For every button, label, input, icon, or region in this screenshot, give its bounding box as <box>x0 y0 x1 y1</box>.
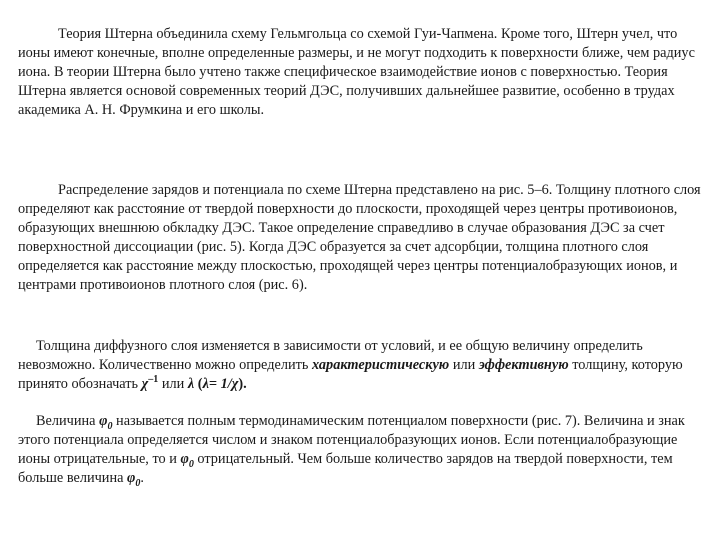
phi-symbol: φ <box>127 470 136 486</box>
phi-symbol: φ <box>99 413 108 429</box>
text-fragment: отрицательный. Чем больше количество зарядов на твердой поверхности, тем больше величина <box>18 451 673 486</box>
text-fragment: . <box>140 470 144 486</box>
text-fragment: ( <box>194 376 203 392</box>
paragraph-stern-theory <box>18 25 708 120</box>
emphasis-characteristic: характеристическую <box>311 357 450 373</box>
text-fragment: называется полным термодинамическим потенциалом поверхности (рис. 7). Величина и знак этого потенциала определяется числом и знаком потенциалобразующих ионов. Если потенциалобразующие ионы отрицательные, то и <box>18 413 685 467</box>
paragraph-text: Распределение зарядов и потенциала по схеме Штерна представлено на рис. 5–6. Толщину плотного слоя определяют как расстояние от твердой поверхности до плоскости, проходящей через центры противоионов, образующих внешнюю обкладку ДЭС. Такое определение справедливо в случае образования ДЭС за счет поверхностной диссоциации (рис. 5). Когда ДЭС образуется за счет адсорбции, толщина плотного слоя определяется как расстояние между плоскостью, проходящей через центры потенциалобразующих ионов, и центрами противоионов плотного слоя (рис. 6). <box>18 182 701 293</box>
paragraph-phi-potential <box>18 412 708 488</box>
text-fragment: толщину, которую принято обозначать <box>18 357 683 392</box>
text-fragment: Величина <box>36 413 100 429</box>
text-fragment: или <box>158 376 188 392</box>
phi-symbol: φ <box>180 451 189 467</box>
chi-exponent: –1 <box>148 374 159 386</box>
paragraph-charge-distribution <box>18 181 708 295</box>
lambda-formula: λ= 1/χ <box>202 376 239 392</box>
paragraph-diffuse-layer <box>18 337 708 394</box>
lambda-symbol: λ <box>187 376 195 392</box>
phi-subscript: 0 <box>135 477 141 489</box>
emphasis-effective: эффективную <box>478 357 569 373</box>
paragraph-text: Теория Штерна объединила схему Гельмгольца со схемой Гуи-Чапмена. Кроме того, Штерн учел, что ионы имеют конечные, вполне определенные размеры, и не могут подходить к поверхности ближе, чем радиус иона. В теории Штерна было учтено также специфическое взаимодействие ионов с поверхностью. Теория Штерна является основой современных теорий ДЭС, получивших дальнейшее развитие, особенно в трудах академика А. Н. Фрумкина и его школы. <box>18 26 695 118</box>
chi-symbol: χ <box>141 376 149 392</box>
phi-subscript: 0 <box>188 458 194 470</box>
phi-subscript: 0 <box>107 420 113 432</box>
text-fragment: ). <box>238 376 247 392</box>
text-fragment: или <box>449 357 479 373</box>
text-fragment: Толщина диффузного слоя изменяется в зависимости от условий, и ее общую величину определить невозможно. Количественно можно определить <box>18 338 643 373</box>
